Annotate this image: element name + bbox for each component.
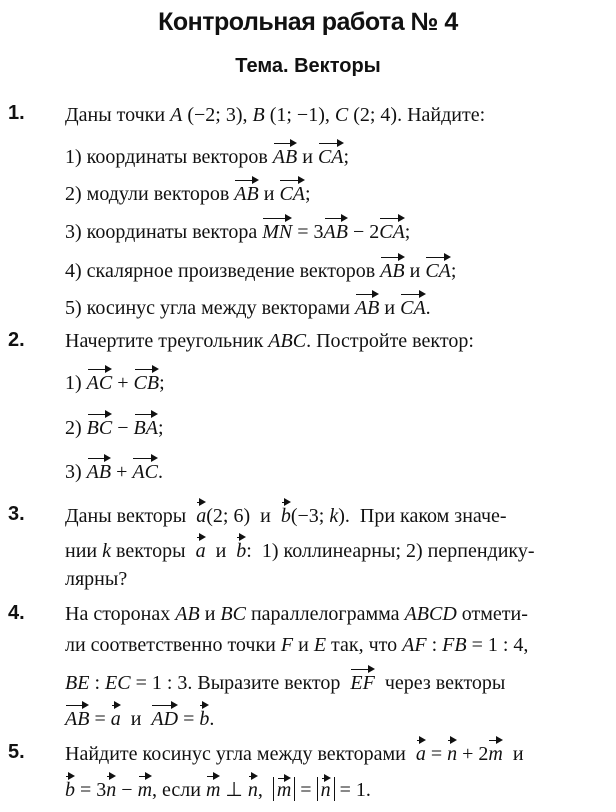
task-1-line-1: Даны точки A (−2; 3), B (1; −1), C (2; 4). Найдите: [65,104,486,126]
task-4-number: 4. [8,602,25,624]
task-4-line-3: BE : EC = 1 : 3. Выразите вектор EF через векторы [65,668,505,696]
task-2-line-2: 1) AC + CB; [65,368,165,396]
task-1-line-5: 4) скалярное произведение векторов AB и CA; [65,256,456,284]
task-4-line-1: На сторонах AB и BC параллелограмма ABCD отмети- [65,603,528,625]
task-3-number: 3. [8,503,25,525]
page-title: Контрольная работа № 4 [158,8,458,36]
task-4-line-4: AB = a и AD = b. [65,704,214,732]
task-5-number: 5. [8,741,25,763]
task-1-line-6: 5) косинус угла между векторами AB и CA. [65,293,431,321]
topic-title: Тема. Векторы [235,55,381,77]
task-2-line-4: 3) AB + AC. [65,457,163,485]
task-1-line-3: 2) модули векторов AB и CA; [65,179,311,207]
task-2-number: 2. [8,329,25,351]
task-1-line-2: 1) координаты векторов AB и CA; [65,142,349,170]
task-1-line-4: 3) координаты вектора MN = 3AB − 2CA; [65,217,410,245]
task-5-line-1: Найдите косинус угла между векторами a = n + 2m и [65,739,524,767]
task-3-line-1: Даны векторы a(2; 6) и b(−3; k). При каком значе- [65,501,507,529]
task-4-line-2: ли соответственно точки F и E так, что AF : FB = 1 : 4, [65,634,529,656]
task-3-line-3: лярны? [65,568,128,590]
task-2-line-1: Начертите треугольник ABC. Постройте вектор: [65,330,474,352]
task-5-line-2: b = 3n − m, если m ⊥ n, m = n = 1. [65,775,371,803]
task-2-line-3: 2) BC − BA; [65,413,164,441]
task-3-line-2: нии k векторы a и b: 1) коллинеарны; 2) перпендику- [65,536,535,564]
task-1-number: 1. [8,102,25,124]
